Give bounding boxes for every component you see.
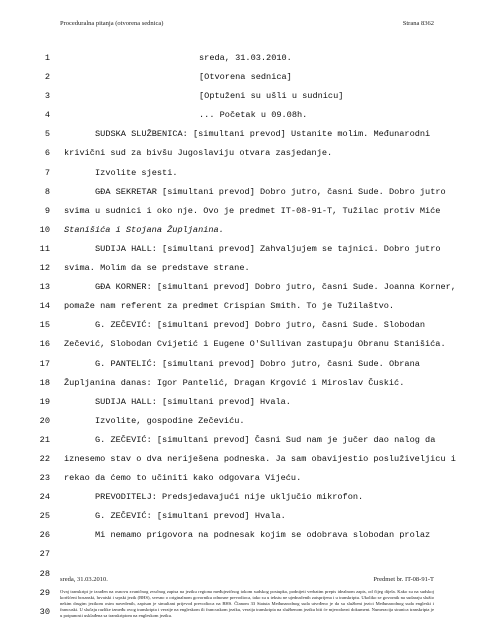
transcript-line <box>0 435 495 454</box>
line-number: 14 <box>39 301 50 312</box>
transcript-line <box>0 359 495 378</box>
transcript-line <box>0 320 495 339</box>
line-text: Zečević, Slobodan Cvijetić i Eugene O'Sullivan zastupaju Obranu Stanišića. <box>64 339 446 350</box>
line-text: G. ZEČEVIĆ: [simultani prevod] Časni Sud nam je jučer dao nalog da <box>95 434 436 445</box>
transcript-line <box>0 473 495 492</box>
line-number: 25 <box>39 511 50 522</box>
line-text: pomaže nam referent za predmet Crispian Smith. To je Tužilaštvo. <box>64 301 395 312</box>
footer-date: sreda, 31.03.2010. <box>60 576 108 583</box>
transcript-line <box>0 53 495 72</box>
line-number: 9 <box>44 205 50 216</box>
line-text: Stanišića i Stojana Župljanina. <box>64 224 224 235</box>
line-number: 16 <box>39 339 50 350</box>
line-text: G. PANTELIĆ: [simultani prevod] Dobro jutro, časni Sude. Obrana <box>95 358 420 369</box>
transcript-line <box>0 530 495 549</box>
line-text: rekao da ćemo to učiniti kako odgovara Vijeću. <box>64 473 302 484</box>
line-number: 4 <box>44 110 50 121</box>
line-text: [Otvorena sednica] <box>199 72 292 83</box>
transcript-line <box>0 168 495 187</box>
transcript-line <box>0 301 495 320</box>
line-text: svima u sudnici i oko nje. Ovo je predmet IT-08-91-T, Tužilac protiv Miće <box>64 205 441 216</box>
transcript-line <box>0 339 495 358</box>
transcript-line <box>0 225 495 244</box>
line-number: 26 <box>39 530 50 541</box>
line-text: [Optuženi su ušli u sudnicu] <box>199 91 344 102</box>
line-number: 28 <box>39 568 50 579</box>
line-number: 7 <box>44 167 50 178</box>
line-number: 11 <box>39 243 50 254</box>
line-text: Mi nemamo prigovora na podnesak kojim se odobrava slobodan prolaz <box>95 530 431 541</box>
line-number: 13 <box>39 282 50 293</box>
transcript-line <box>0 244 495 263</box>
transcript-line <box>0 129 495 148</box>
line-text: GĐA SEKRETAR [simultani prevod] Dobro jutro, časni Sude. Dobro jutro <box>95 186 446 197</box>
line-number: 3 <box>44 91 50 102</box>
header-section-title: Proceduralna pitanja (otvorena sednica) <box>60 20 164 27</box>
line-text: Župljanina danas: Igor Pantelić, Dragan Krgović i Miroslav Čuskić. <box>64 377 405 388</box>
transcript-body <box>0 53 495 626</box>
transcript-line <box>0 72 495 91</box>
line-number: 19 <box>39 396 50 407</box>
transcript-line <box>0 206 495 225</box>
footer-case-number: Predmet br. IT-08-91-T <box>373 576 434 583</box>
line-text: G. ZEČEVIĆ: [simultani prevod] Dobro jutro, časni Sude. Slobodan <box>95 320 426 331</box>
line-text: Izvolite, gospodine Zečeviću. <box>95 415 245 426</box>
line-number: 1 <box>44 53 50 63</box>
line-text: SUDIJA HALL: [simultani prevod] Hvala. <box>95 396 291 407</box>
line-number: 30 <box>39 606 50 617</box>
transcript-line <box>0 549 495 568</box>
line-number: 15 <box>39 320 50 331</box>
line-number: 2 <box>44 72 50 83</box>
line-text: G. ZEČEVIĆ: [simultani prevod] Hvala. <box>95 511 286 522</box>
footer <box>60 576 434 619</box>
transcript-line <box>0 397 495 416</box>
line-text: sreda, 31.03.2010. <box>199 53 292 63</box>
line-number: 22 <box>39 453 50 464</box>
line-text: krivični sud za bivšu Jugoslaviju otvara zasjedanje. <box>64 148 333 159</box>
line-text: GĐA KORNER: [simultani prevod] Dobro jutro, časni Sude. Joanna Korner, <box>95 282 456 293</box>
header-page-number: Strana 8362 <box>402 20 434 27</box>
line-text: svima. Molim da se predstave strane. <box>64 263 250 274</box>
transcript-line <box>0 416 495 435</box>
transcript-line <box>0 91 495 110</box>
line-text: PREVODITELJ: Predsjedavajući nije uključio mikrofon. <box>95 492 364 503</box>
transcript-line <box>0 263 495 282</box>
footer-disclaimer: Ovaj transkript je izrađen na osnovu zvaničnog zvučnog zapisa na jeziku regiona međujezičnog tokom sudskog postupka, podnijeti verbatim prepis idealnom zapis, od čijeg dijela. Kako su na sudskoj korišćeni bosanski, hrvatski i srpski jezik (BHS), svesno o originalnom govorniku odnosne prevodioca, tako su u tekstu ne ujednačenih zaisprijena i u transkriptu. Ukoliko se govornik na sudaraju služio nekim drugim jezikom osim navedenih, zapisan je simultani prijevod prevodioca na BHS. Članom 33 Statuta Međunarodnog suda utvrđeno je da su službeni jezici Međunarodnog suda engleski i francuski. U slučaju razlike između ovog transkripta i verzije na engleskom ili francuskom jeziku, verzija transkripta na službenom jeziku biti će mjerodavni dokument. Numeracija stranica transkripta je u potpunosti usklađena sa transkriptom na engleskom jeziku. <box>60 589 434 618</box>
transcript-line <box>0 148 495 167</box>
line-text: SUDIJA HALL: [simultani prevod] Zahvaljujem se tajnici. Dobro jutro <box>95 243 441 254</box>
transcript-line <box>0 492 495 511</box>
line-number: 12 <box>39 263 50 274</box>
transcript-line <box>0 110 495 129</box>
line-number: 17 <box>39 358 50 369</box>
line-number: 6 <box>44 148 50 159</box>
line-number: 23 <box>39 473 50 484</box>
line-number: 27 <box>39 549 50 560</box>
line-number: 5 <box>44 129 50 140</box>
line-number: 24 <box>39 492 50 503</box>
line-number: 10 <box>39 224 50 235</box>
line-number: 29 <box>39 587 50 598</box>
transcript-line <box>0 511 495 530</box>
line-number: 18 <box>39 377 50 388</box>
transcript-line <box>0 282 495 301</box>
line-number: 21 <box>39 434 50 445</box>
line-number: 8 <box>44 186 50 197</box>
transcript-line <box>0 454 495 473</box>
transcript-line <box>0 378 495 397</box>
transcript-line <box>0 187 495 206</box>
line-text: Izvolite sjesti. <box>95 167 178 178</box>
line-text: ... Početak u 09.08h. <box>199 110 308 121</box>
line-text: iznesemo stav o dva neriješena podneska. Ja sam obavijestio posluživeljicu i <box>64 453 456 464</box>
line-number: 20 <box>39 415 50 426</box>
line-text: SUDSKA SLUŽBENICA: [simultani prevod] Ustanite molim. Međunarodni <box>95 129 431 140</box>
